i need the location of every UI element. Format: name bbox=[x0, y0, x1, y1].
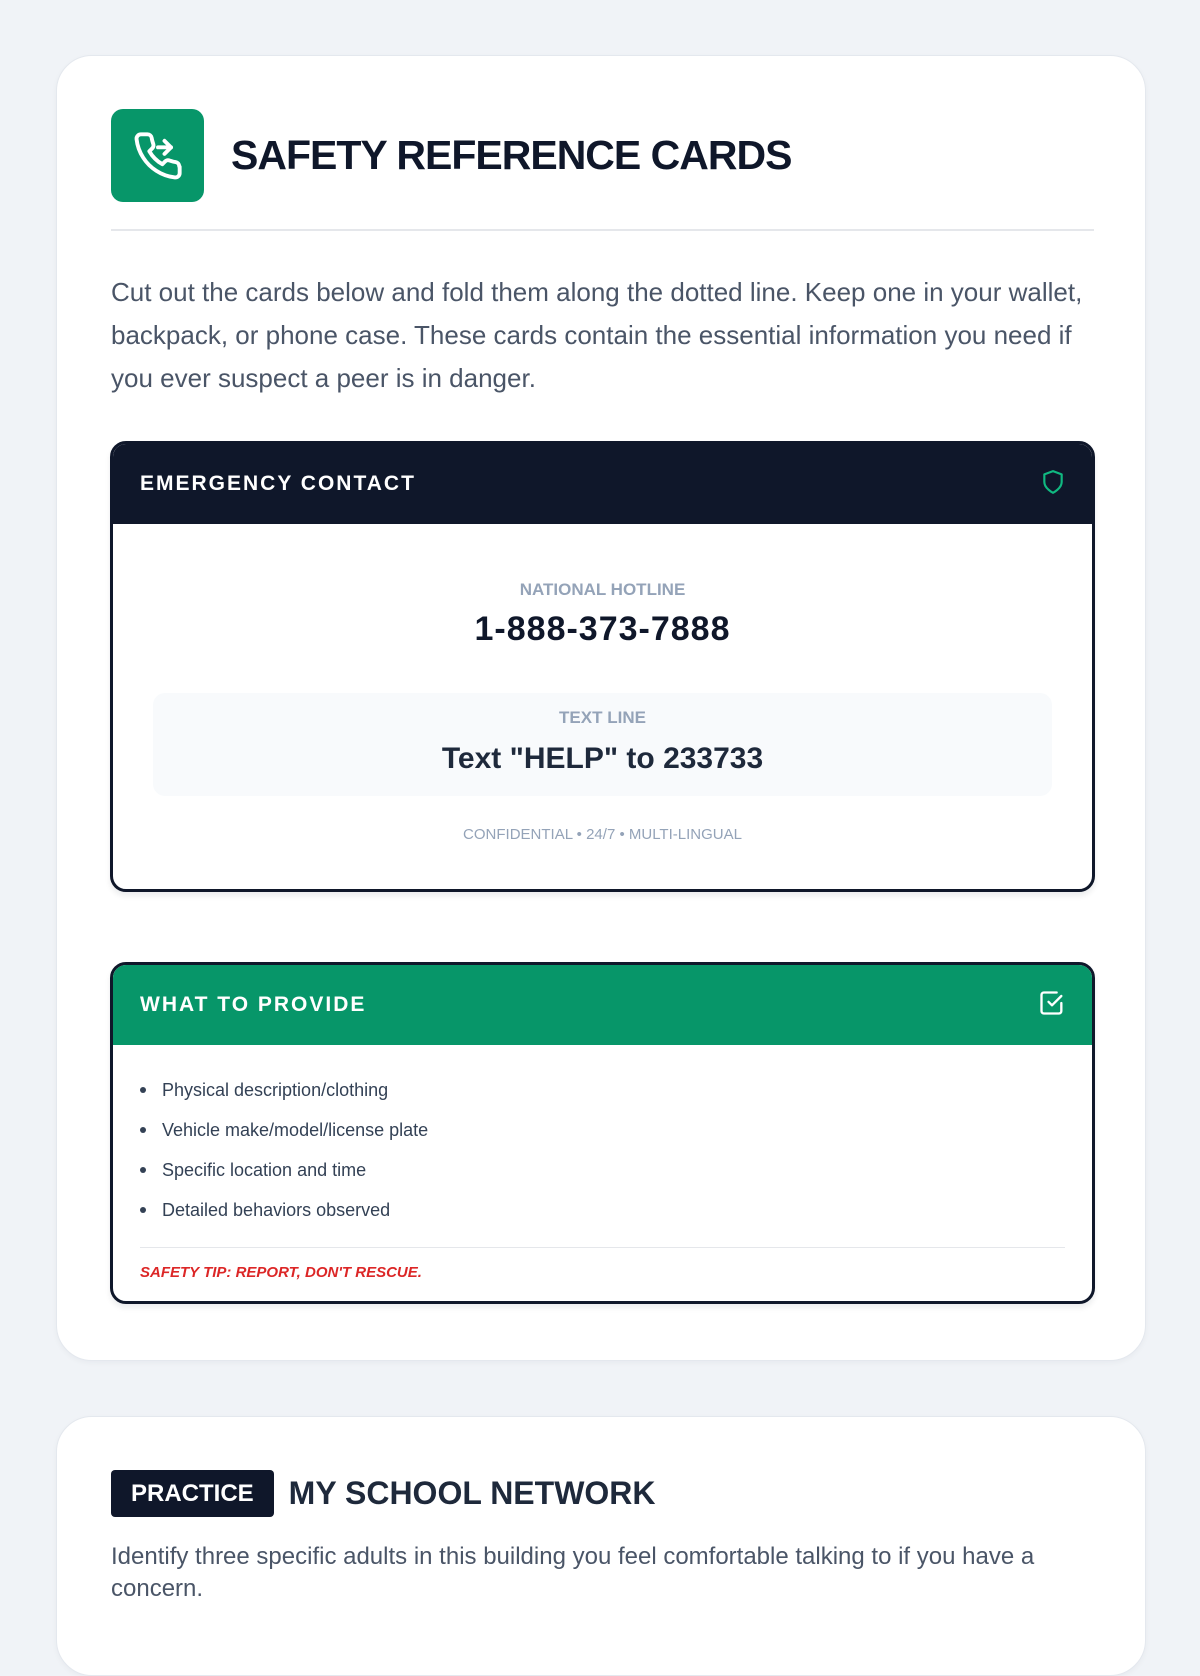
school-network-panel bbox=[56, 1416, 1146, 1676]
provide-card-title: WHAT TO PROVIDE bbox=[140, 993, 367, 1016]
checkbox-icon bbox=[1038, 989, 1066, 1022]
what-to-provide-card bbox=[110, 962, 1095, 1304]
safety-reference-cards-panel bbox=[56, 55, 1146, 1361]
safety-tip: SAFETY TIP: REPORT, DON'T RESCUE. bbox=[140, 1264, 422, 1281]
list-item bbox=[140, 1110, 1092, 1150]
textline-value: Text "HELP" to 233733 bbox=[441, 742, 764, 775]
emergency-card-header bbox=[113, 444, 1092, 524]
bullet-icon bbox=[140, 1127, 146, 1133]
list-item bbox=[140, 1190, 1092, 1230]
hotline-number[interactable]: 1-888-373-7888 bbox=[474, 610, 731, 648]
provide-divider bbox=[140, 1247, 1065, 1248]
emergency-card-body bbox=[113, 580, 1092, 843]
list-item-text: Physical description/clothing bbox=[162, 1079, 389, 1100]
page-title: SAFETY REFERENCE CARDS bbox=[231, 132, 792, 178]
list-item-text: Specific location and time bbox=[162, 1159, 367, 1180]
bullet-icon bbox=[140, 1207, 146, 1213]
phone-forward-icon bbox=[111, 109, 204, 202]
provide-card-header bbox=[113, 965, 1092, 1045]
header-divider bbox=[111, 229, 1094, 231]
list-item-text: Vehicle make/model/license plate bbox=[162, 1119, 429, 1140]
hotline-label: NATIONAL HOTLINE bbox=[519, 580, 686, 599]
provide-list bbox=[113, 1070, 1092, 1230]
list-item-text: Detailed behaviors observed bbox=[162, 1199, 391, 1220]
emergency-card-title: EMERGENCY CONTACT bbox=[140, 472, 416, 495]
textline-box bbox=[153, 693, 1052, 796]
school-network-header bbox=[111, 1470, 656, 1517]
shield-icon bbox=[1040, 469, 1066, 500]
practice-badge: PRACTICE bbox=[111, 1470, 274, 1517]
section-description: Identify three specific adults in this building you feel comfortable talking to if you have a concern. bbox=[111, 1543, 1035, 1602]
bullet-icon bbox=[140, 1167, 146, 1173]
emergency-footnote: CONFIDENTIAL • 24/7 • MULTI-LINGUAL bbox=[463, 826, 742, 843]
textline-label: TEXT LINE bbox=[559, 708, 646, 727]
bullet-icon bbox=[140, 1087, 146, 1093]
panel-header bbox=[111, 109, 791, 202]
list-item bbox=[140, 1070, 1092, 1110]
list-item bbox=[140, 1150, 1092, 1190]
emergency-contact-card bbox=[110, 441, 1095, 892]
intro-text: Cut out the cards below and fold them along the dotted line. Keep one in your wallet, backpack, or phone case. These cards contain the essential information you need if you ever suspect a peer is in danger. bbox=[111, 277, 1083, 393]
section-title: MY SCHOOL NETWORK bbox=[288, 1475, 656, 1511]
